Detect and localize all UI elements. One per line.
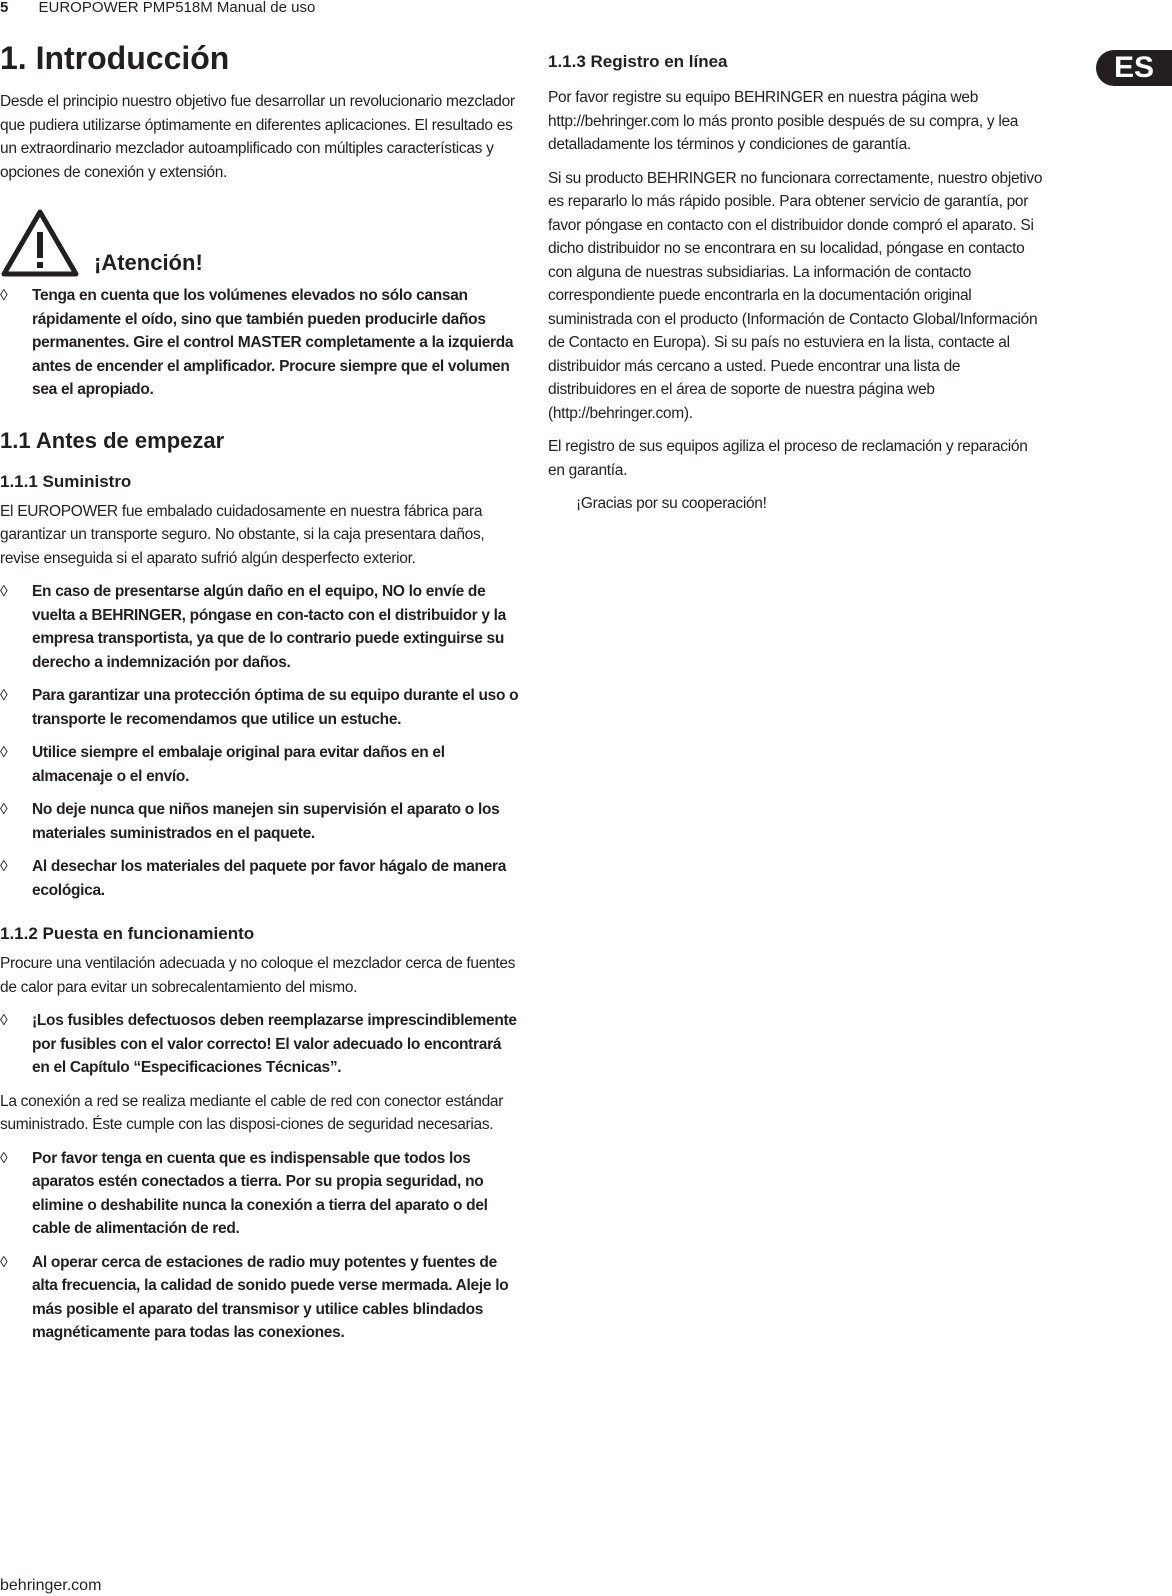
list-item xyxy=(0,798,520,845)
warning-triangle-icon xyxy=(0,208,80,278)
list-item-text: En caso de presentarse algún daño en el equipo, NO lo envíe de vuelta a BEHRINGER, póngase en con-tacto con el distribuidor y la empresa transportista, ya que de lo contrario puede extinguirse su derecho a indemnización por daños. xyxy=(32,583,507,671)
list-item-text: Por favor tenga en cuenta que es indispensable que todos los aparatos estén conectados a tierra. Por su propia seguridad, no elimine o deshabilite nunca la conexión a tierra del aparato o del cable de alimentación de red. xyxy=(32,1149,488,1237)
list-item xyxy=(0,580,520,674)
list-item-text: Para garantizar una protección óptima de su equipo durante el uso o transporte le recomendamos que utilice un estuche. xyxy=(32,687,519,728)
puesta-text-1: Procure una ventilación adecuada y no coloque el mezclador cerca de fuentes de calor para evitar un sobrecalentamiento del mismo. xyxy=(0,955,516,996)
list-item xyxy=(0,684,520,731)
section-1-1-1-heading: 1.1.1 Suministro xyxy=(0,471,132,491)
suministro-text: El EUROPOWER fue embalado cuidadosamente en nuestra fábrica para garantizar un transporte seguro. No obstante, si la caja presentara daños, revise enseguida si el aparato sufrió algún desperfecto exterior. xyxy=(0,502,485,567)
puesta-text-2: La conexión a red se realiza mediante el cable de red con conector estándar suministrado. Éste cumple con las disposi-ciones de seguridad necesarias. xyxy=(0,1092,504,1133)
intro-heading: 1. Introducción xyxy=(0,40,230,76)
bullet-icon: ◊ xyxy=(0,583,8,600)
bullet-icon: ◊ xyxy=(0,744,8,761)
page-header xyxy=(0,0,315,16)
section-1-1-2-heading: 1.1.2 Puesta en funcionamiento xyxy=(0,924,255,943)
footer-url: behringer.com xyxy=(0,1577,102,1594)
list-item-text: Al operar cerca de estaciones de radio muy potentes y fuentes de alta frecuencia, la calidad de sonido puede verse mermada. Aleje lo más posible el aparato del transmisor y utilice cables blindados magnéticamente para todas las conexiones. xyxy=(32,1253,509,1341)
section-1-1-heading: 1.1 Antes de empezar xyxy=(0,427,225,453)
registro-text-3: El registro de sus equipos agiliza el proceso de reclamación y reparación en garantía. xyxy=(548,438,1028,479)
list-item-text: Utilice siempre el embalaje original para evitar daños en el almacenaje o el envío. xyxy=(32,744,445,785)
section-1-1-3-heading: 1.1.3 Registro en línea xyxy=(548,52,728,71)
bullet-icon: ◊ xyxy=(0,1149,8,1167)
warning-bullet-text: Tenga en cuenta que los volúmenes elevados no sólo cansan rápidamente el oído, sino que también pueden producirle daños permanentes. Gire el control MASTER completamente a la izquierda antes de encender el amplificador. Procure siempre que el volumen sea el apropiado. xyxy=(32,287,514,398)
bullet-icon: ◊ xyxy=(0,1253,8,1271)
warning-title: ¡Atención! xyxy=(94,250,203,275)
warning-bullet xyxy=(0,284,520,402)
language-tab: ES xyxy=(1096,50,1172,86)
intro-text: Desde el principio nuestro objetivo fue desarrollar un revolucionario mezclador que pudiera utilizarse óptimamente en diferentes aplicaciones. El resultado es un extraordinario mezclador autoamplificado con múltiples características y opciones de conexión y extensión. xyxy=(0,93,515,181)
document-title: EUROPOWER PMP518M Manual de uso xyxy=(38,0,316,16)
bullet-icon: ◊ xyxy=(0,687,8,704)
list-item xyxy=(0,1009,520,1080)
warning-block xyxy=(0,208,520,278)
list-item xyxy=(0,1251,520,1345)
left-column xyxy=(0,38,520,1355)
bullet-icon: ◊ xyxy=(0,801,8,818)
list-item-text: Al desechar los materiales del paquete por favor hágalo de manera ecológica. xyxy=(32,858,507,899)
thanks-text: ¡Gracias por su cooperación! xyxy=(576,495,767,512)
list-item xyxy=(0,741,520,788)
bullet-icon: ◊ xyxy=(0,1012,8,1029)
bullet-icon: ◊ xyxy=(0,287,8,304)
right-column xyxy=(548,52,1048,526)
list-item-text: No deje nunca que niños manejen sin supervisión el aparato o los materiales suministrados en el paquete. xyxy=(32,801,500,842)
list-item xyxy=(0,1147,520,1241)
registro-text-2: Si su producto BEHRINGER no funcionara correctamente, nuestro objetivo es repararlo lo más rápido posible. Para obtener servicio de garantía, por favor póngase en contacto con el distribuidor donde compró el aparato. Si dicho distribuidor no se encontrara en su localidad, póngase en contacto con alguna de nuestras subsidiarias. La información de contacto correspondiente puede encontrarla en la documentación original suministrada con el producto (Información de Contacto Global/Información de Contacto en Europa). Si su país no estuviera en la lista, contacte al distribuidor más cercano a usted. Puede encontrar una lista de distribuidores en el área de soporte de nuestra página web (http://behringer.com). xyxy=(548,169,1043,422)
list-item-text: ¡Los fusibles defectuosos deben reemplazarse imprescindiblemente por fusibles con el valor correcto! El valor adecuado lo encontrará en el Capítulo “Especificaciones Técnicas”. xyxy=(32,1012,517,1076)
page-number: 5 xyxy=(0,0,9,16)
list-item xyxy=(0,855,520,902)
registro-text-1: Por favor registre su equipo BEHRINGER en nuestra página web http://behringer.com lo más pronto posible después de su compra, y lea detalladamente los términos y condiciones de garantía. xyxy=(548,89,1019,153)
bullet-icon: ◊ xyxy=(0,858,8,875)
